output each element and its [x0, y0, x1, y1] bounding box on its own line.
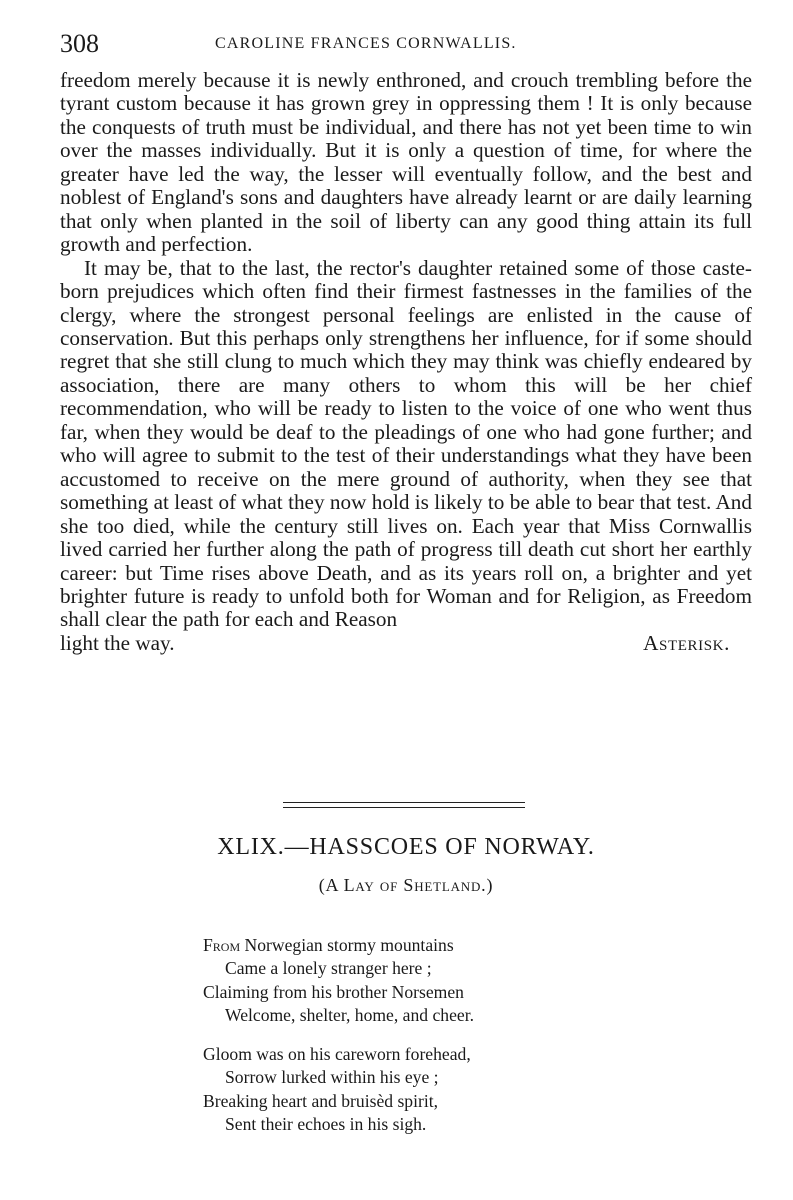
- poem: [203, 934, 623, 1152]
- essay-body: [60, 69, 752, 655]
- page-header: [60, 26, 750, 62]
- section-title: XLIX.—HASSCOES OF NORWAY.: [217, 834, 595, 860]
- line-rest: Norwegian stormy mountains: [240, 935, 454, 955]
- author-signature: Asterisk.: [643, 630, 730, 655]
- first-word: From: [203, 935, 241, 955]
- closing-text: light the way.: [60, 630, 175, 655]
- poem-line: Welcome, shelter, home, and cheer.: [225, 1004, 474, 1025]
- section-divider-top: [283, 802, 525, 803]
- stanza-1: [203, 934, 623, 1027]
- poem-line: Came a lonely stranger here ;: [225, 958, 432, 979]
- stanza-2: [203, 1043, 623, 1136]
- paragraph-2: It may be, that to the last, the rector's daughter retained some of those caste-born prejudices which often find their firmest fastnesses in the families of the clergy, where the strongest personal feelings are enlisted in the cause of conservation. But this perhaps only strengthens her influence, for if some should regret that she still clung to much which they may think was chiefly endeared by association, there are many others to whom this will be her chief recommendation, who will be ready to listen to the voice of one who went thus far, when they would be deaf to the pleadings of one who had gone further; and who will agree to submit to the test of their understandings what they have been accustomed to receive on the mere ground of authority, when they see that something at least of what they now hold is likely to be able to bear that test. And she too died, while the century still lives on. Each year that Miss Cornwallis lived carried her further along the path of progress till death cut short her earthly career: but Time rises above Death, and as its years roll on, a brighter and yet brighter future is ready to unfold both for Woman and for Religion, as Freedom shall clear the path for each and Reason: [60, 255, 752, 632]
- section-subtitle: (A Lay of Shetland.): [318, 875, 494, 895]
- poem-line: Sorrow lurked within his eye ;: [225, 1067, 439, 1088]
- closing-line: [60, 632, 752, 655]
- poem-line: [203, 934, 623, 957]
- poem-line: Claiming from his brother Norsemen: [203, 981, 464, 1002]
- page-number: 308: [60, 29, 99, 58]
- paragraph-1: freedom merely because it is newly enthroned, and crouch trembling before the tyrant custom because it has grown grey in oppressing them ! It is only because the conquests of truth must be individual, and there has not yet been time to win over the masses individually. But it is only a question of time, for where the greater have led the way, the lesser will eventually follow, and the best and noblest of England's sons and daughters have already learnt or are daily learning that only when planted in the soil of liberty can any good thing attain its full growth and perfection.: [60, 68, 752, 257]
- poem-line: Gloom was on his careworn forehead,: [203, 1044, 471, 1065]
- poem-line: Sent their echoes in his sigh.: [225, 1114, 427, 1135]
- poem-line: Breaking heart and bruisèd spirit,: [203, 1090, 439, 1111]
- section-divider-bottom: [283, 807, 525, 808]
- running-head: CAROLINE FRANCES CORNWALLIS.: [215, 35, 517, 52]
